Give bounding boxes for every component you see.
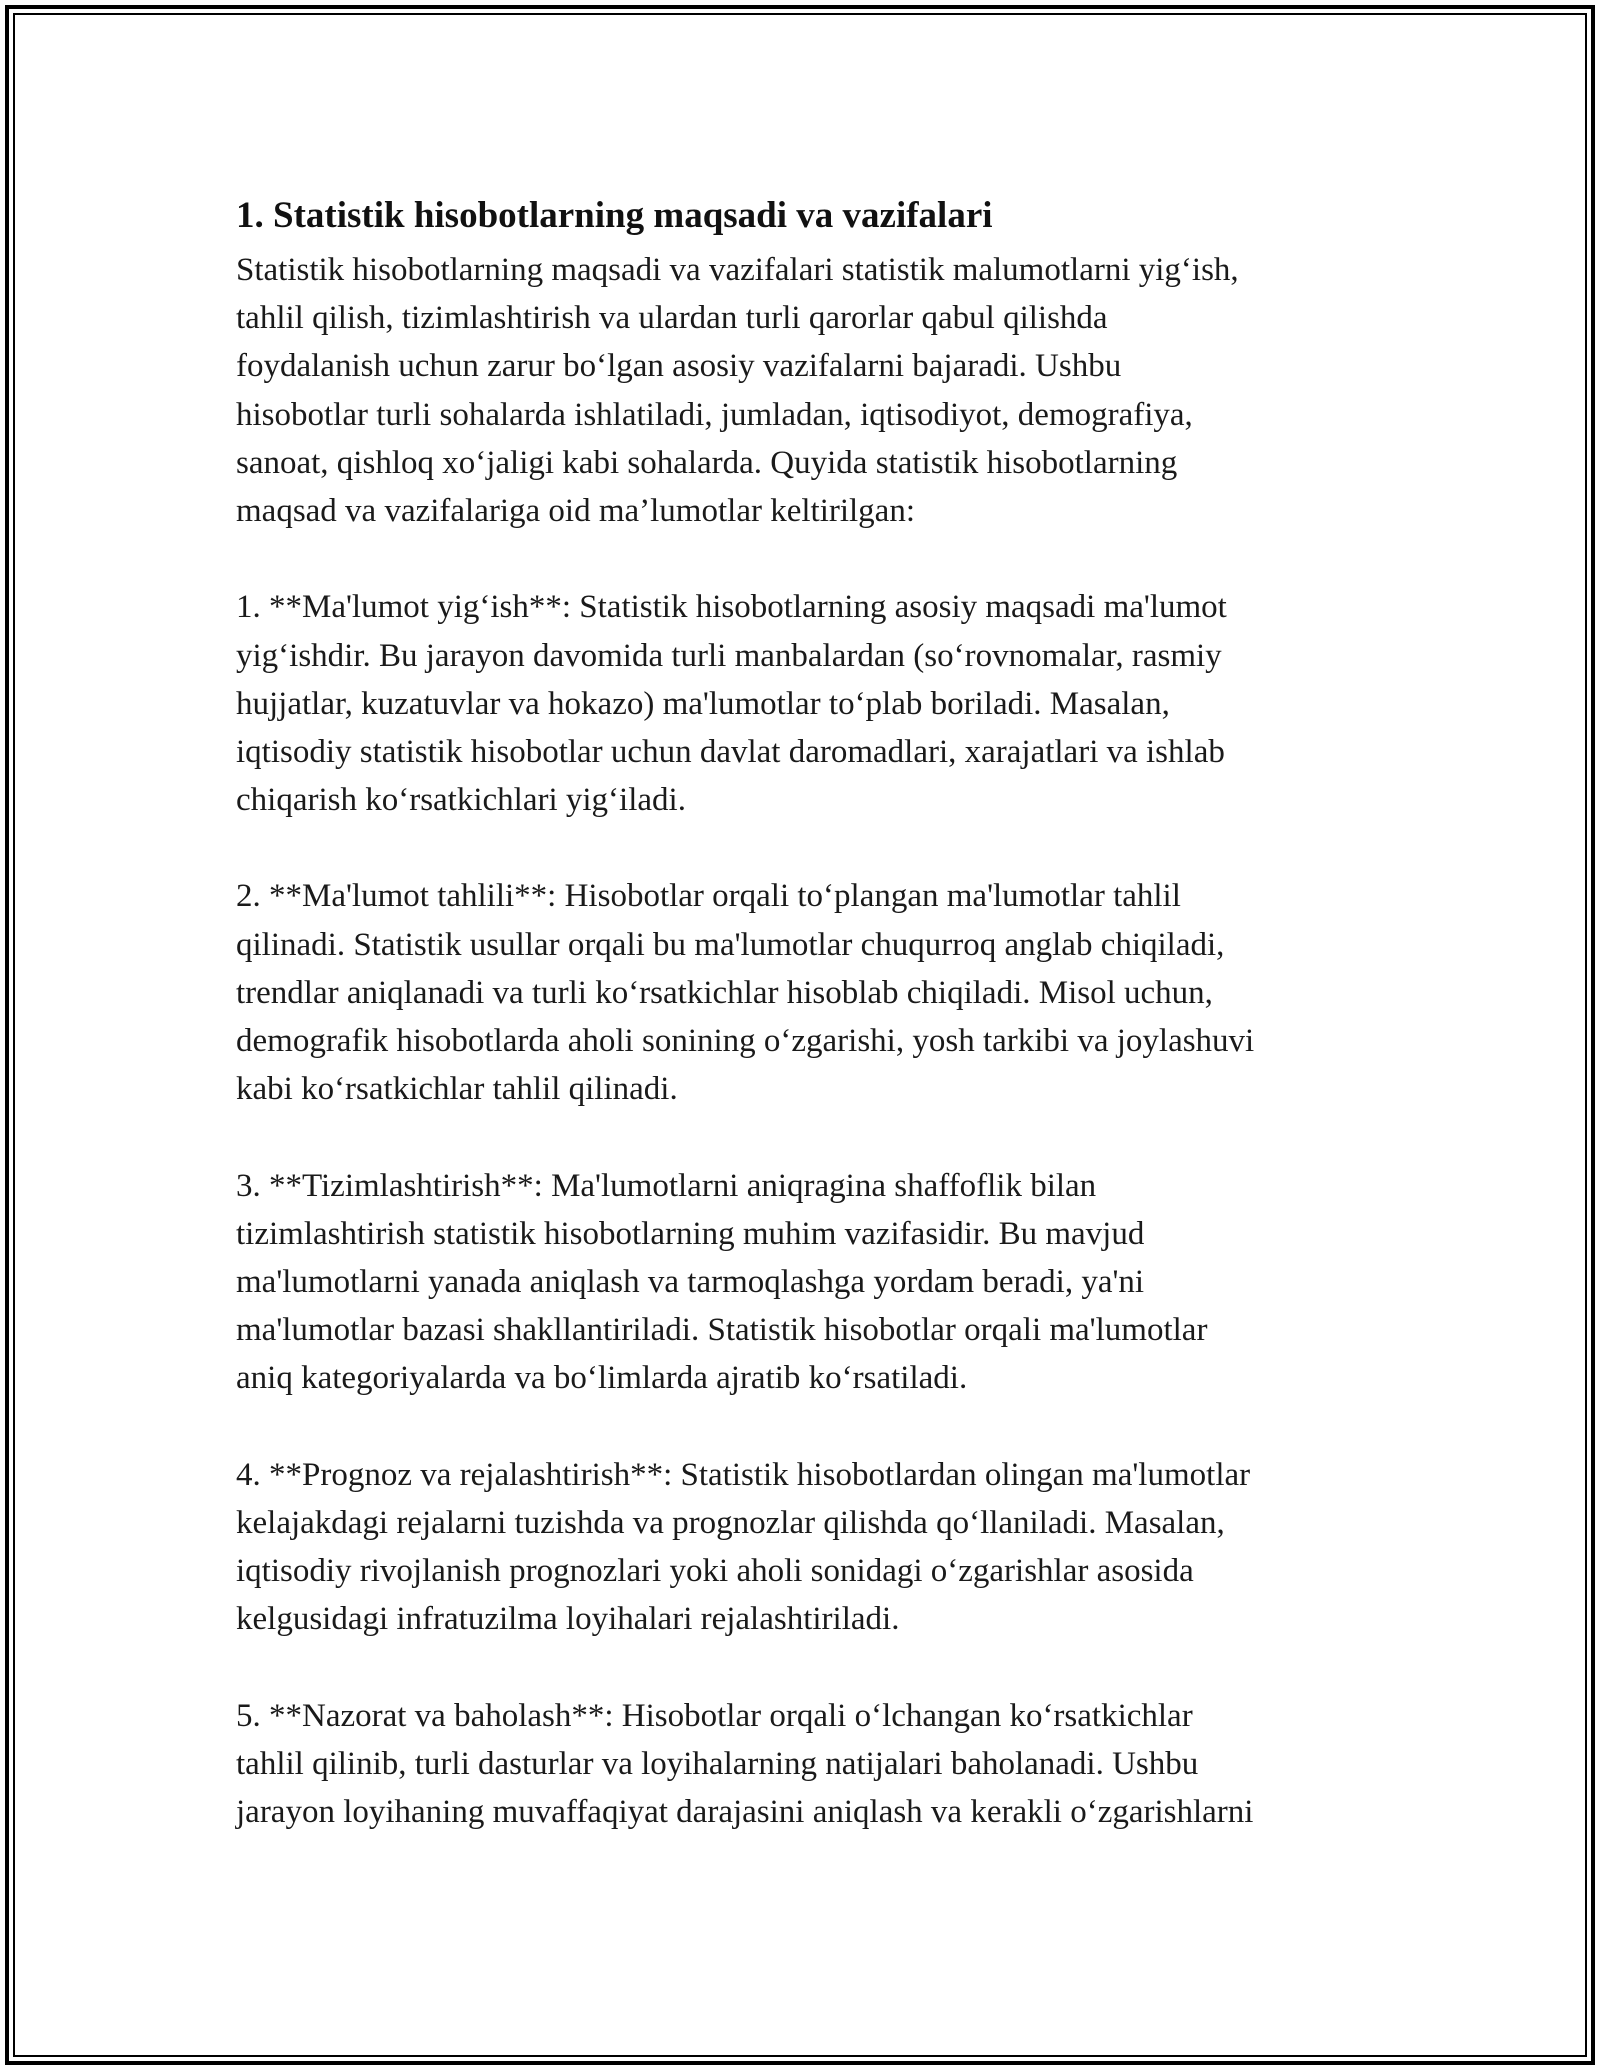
list-item-paragraph <box>236 1692 1386 1837</box>
paragraph-gap <box>236 1403 1386 1451</box>
text-line: maqsad va vazifalariga oid ma’lumotlar keltirilgan: <box>236 492 915 529</box>
paragraph-gap <box>236 1643 1386 1691</box>
text-line: jarayon loyihaning muvaffaqiyat darajasini aniqlash va kerakli o‘zgarishlarni <box>236 1794 1254 1830</box>
text-line: iqtisodiy statistik hisobotlar uchun davlat daromadlari, xarajatlari va ishlab <box>236 733 1225 770</box>
paragraph-gap <box>236 1113 1386 1161</box>
document-body <box>236 246 1386 1836</box>
text-line: chiqarish ko‘rsatkichlari yig‘iladi. <box>236 782 686 819</box>
list-item-paragraph <box>236 1451 1386 1644</box>
text-line: 5. **Nazorat va baholash**: Hisobotlar orqali o‘lchangan ko‘rsatkichlar <box>236 1697 1193 1734</box>
list-item-paragraph <box>236 872 1386 1113</box>
text-line: 4. **Prognoz va rejalashtirish**: Statistik hisobotlardan olingan ma'lumotlar <box>236 1456 1251 1493</box>
text-line: aniq kategoriyalarda va bo‘limlarda ajratib ko‘rsatiladi. <box>236 1360 968 1397</box>
text-line: ma'lumotlar bazasi shakllantiriladi. Statistik hisobotlar orqali ma'lumotlar <box>236 1312 1208 1349</box>
paragraph-gap <box>236 535 1386 583</box>
text-line: tahlil qilinib, turli dasturlar va loyihalarning natijalari baholanadi. Ushbu <box>236 1745 1199 1782</box>
text-line: tahlil qilish, tizimlashtirish va ulardan turli qarorlar qabul qilishda <box>236 300 1108 337</box>
text-line: 2. **Ma'lumot tahlili**: Hisobotlar orqali to‘plangan ma'lumotlar tahlil <box>236 878 1181 915</box>
list-item-paragraph <box>236 1162 1386 1403</box>
text-line: demografik hisobotlarda aholi sonining o‘zgarishi, yosh tarkibi va joylashuvi <box>236 1023 1255 1059</box>
text-line: foydalanish uchun zarur bo‘lgan asosiy vazifalarni bajaradi. Ushbu <box>236 348 1122 385</box>
list-item-paragraph <box>236 583 1386 824</box>
text-line: kelgusidagi infratuzilma loyihalari rejalashtiriladi. <box>236 1601 900 1638</box>
text-line: iqtisodiy rivojlanish prognozlari yoki aholi sonidagi o‘zgarishlar asosida <box>236 1553 1194 1590</box>
section-heading: 1. Statistik hisobotlarning maqsadi va vazifalari <box>236 195 993 236</box>
text-line: hujjatlar, kuzatuvlar va hokazo) ma'lumotlar to‘plab boriladi. Masalan, <box>236 685 1170 722</box>
text-line: sanoat, qishloq xo‘jaligi kabi sohalarda. Quyida statistik hisobotlarning <box>236 444 1178 481</box>
paragraph-gap <box>236 824 1386 872</box>
text-line: ma'lumotlarni yanada aniqlash va tarmoqlashga yordam beradi, ya'ni <box>236 1263 1145 1300</box>
text-line: tizimlashtirish statistik hisobotlarning muhim vazifasidir. Bu mavjud <box>236 1215 1145 1252</box>
text-line: qilinadi. Statistik usullar orqali bu ma'lumotlar chuqurroq anglab chiqiladi, <box>236 926 1225 963</box>
text-line: yig‘ishdir. Bu jarayon davomida turli manbalardan (so‘rovnomalar, rasmiy <box>236 637 1222 674</box>
text-line: Statistik hisobotlarning maqsadi va vazifalari statistik malumotlarni yig‘ish, <box>236 252 1239 288</box>
text-line: 1. **Ma'lumot yig‘ish**: Statistik hisobotlarning asosiy maqsadi ma'lumot <box>236 589 1227 626</box>
text-line: trendlar aniqlanadi va turli ko‘rsatkichlar hisoblab chiqiladi. Misol uchun, <box>236 974 1213 1011</box>
intro-paragraph <box>236 246 1386 535</box>
document-page <box>236 186 1386 1836</box>
text-line: 3. **Tizimlashtirish**: Ma'lumotlarni aniqragina shaffoflik bilan <box>236 1167 1097 1204</box>
text-line: kabi ko‘rsatkichlar tahlil qilinadi. <box>236 1071 678 1108</box>
text-line: hisobotlar turli sohalarda ishlatiladi, jumladan, iqtisodiyot, demografiya, <box>236 396 1193 433</box>
text-line: kelajakdagi rejalarni tuzishda va prognozlar qilishda qo‘llaniladi. Masalan, <box>236 1504 1225 1541</box>
